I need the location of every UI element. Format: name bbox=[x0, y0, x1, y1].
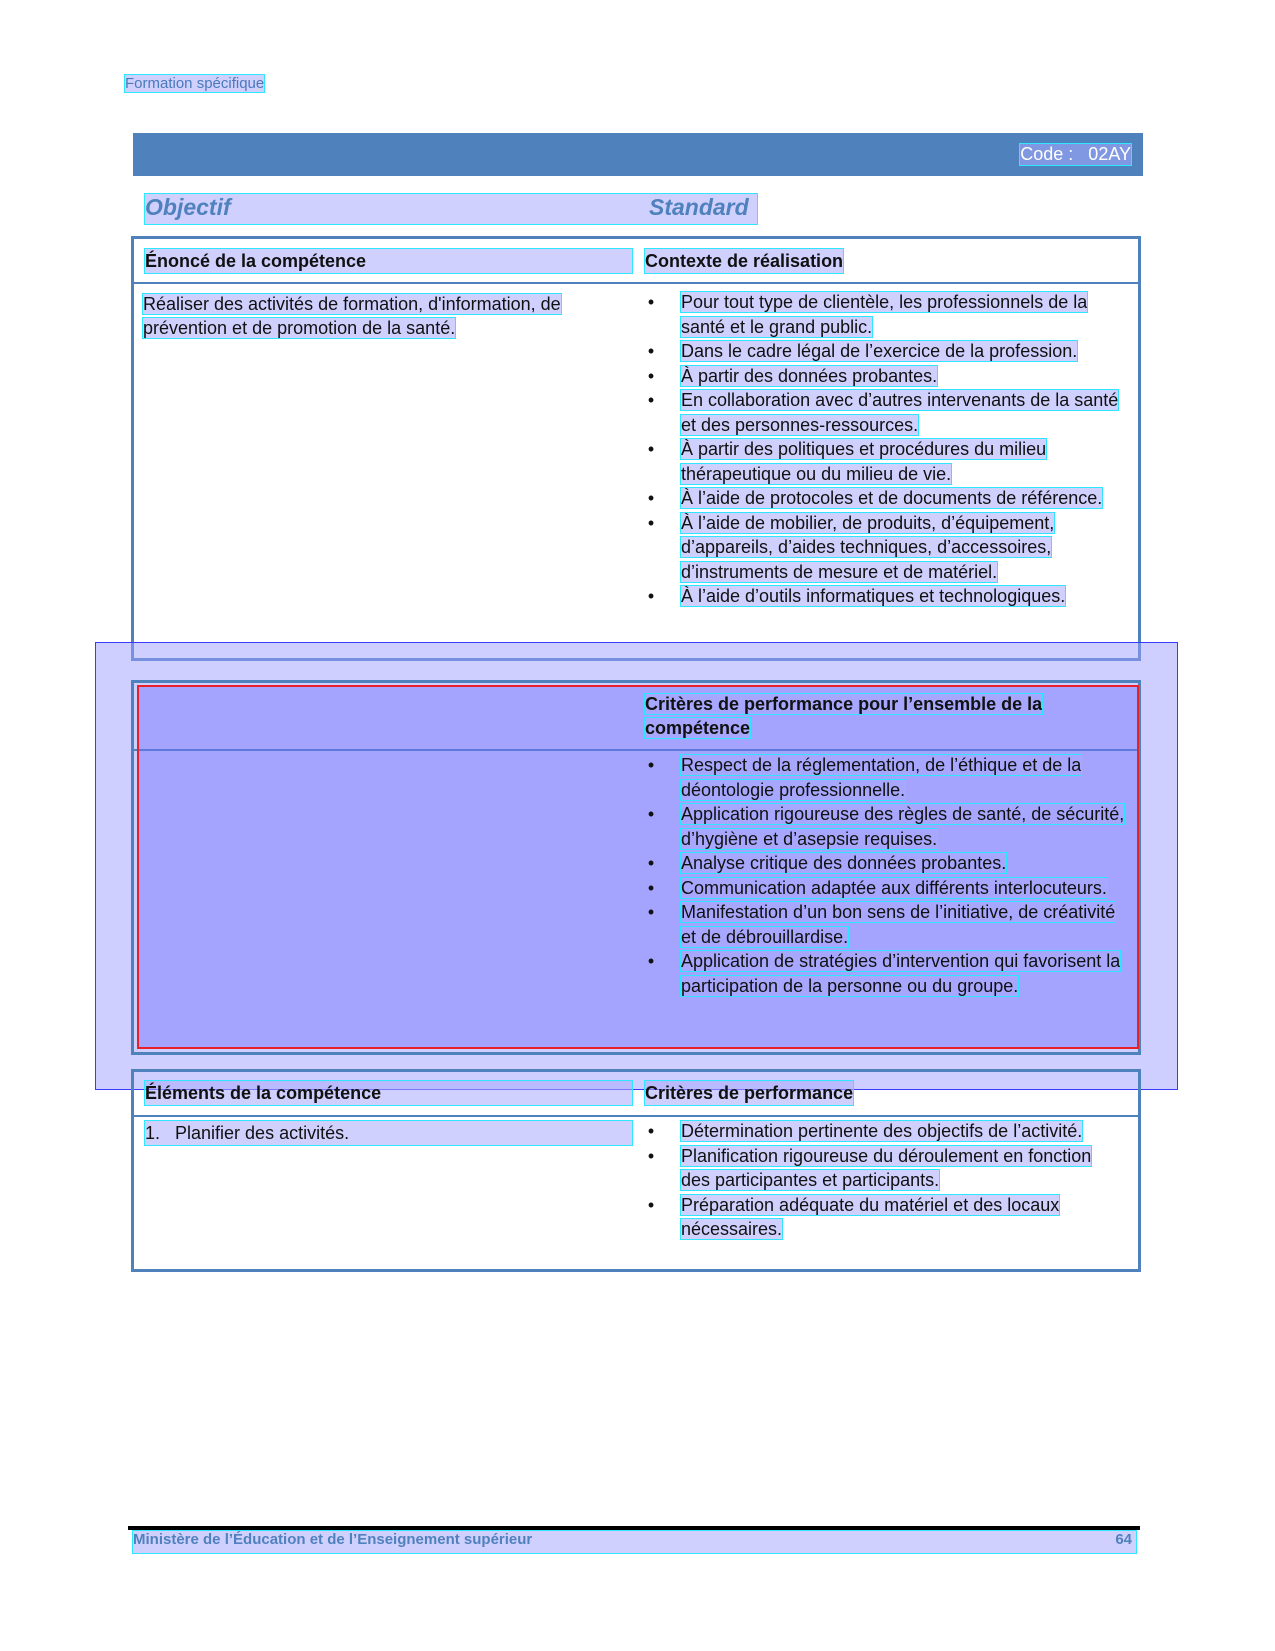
overall-criteria-header-text: Critères de performance pour l’ensemble de la compétence bbox=[645, 694, 1043, 738]
list-item-text: Communication adaptée aux différents interlocuteurs. bbox=[681, 877, 1107, 898]
competency-element: 1. Planifier des activités. bbox=[145, 1121, 632, 1145]
list-item bbox=[645, 339, 1130, 364]
list-item bbox=[645, 437, 1130, 486]
context-header: Contexte de réalisation bbox=[645, 251, 844, 271]
bullet-icon: • bbox=[647, 951, 655, 971]
bullet-icon: • bbox=[647, 586, 655, 606]
list-item bbox=[645, 753, 1127, 802]
standard-label: Standard bbox=[649, 194, 749, 220]
bullet-icon: • bbox=[647, 804, 655, 824]
ministry-name: Ministère de l’Éducation et de l’Enseignement supérieur bbox=[133, 1531, 533, 1548]
document-header: Formation spécifique bbox=[125, 75, 265, 92]
list-item bbox=[645, 876, 1127, 901]
list-item bbox=[645, 1193, 1115, 1242]
footer-rule bbox=[128, 1526, 1140, 1530]
bullet-icon: • bbox=[647, 755, 655, 775]
list-item bbox=[645, 511, 1130, 585]
list-item-text: Détermination pertinente des objectifs de l’activité. bbox=[681, 1121, 1083, 1141]
list-item-text: Manifestation d’un bon sens de l’initiative, de créativité et de débrouillardise. bbox=[681, 902, 1116, 947]
bullet-icon: • bbox=[647, 877, 655, 898]
competency-statement bbox=[143, 292, 633, 340]
bullet-icon: • bbox=[647, 853, 655, 873]
bullet-icon: • bbox=[647, 1194, 655, 1215]
objective-label: Objectif bbox=[145, 194, 231, 220]
list-item bbox=[645, 1119, 1115, 1144]
list-item-text: En collaboration avec d’autres intervenants de la santé et des personnes-ressources. bbox=[681, 390, 1119, 435]
list-item bbox=[645, 388, 1130, 437]
bullet-icon: • bbox=[647, 341, 655, 361]
list-item-text: À l’aide d’outils informatiques et technologiques. bbox=[681, 586, 1066, 606]
list-item-text: Analyse critique des données probantes. bbox=[681, 853, 1007, 873]
list-item-text: À l’aide de mobilier, de produits, d’équipement, d’appareils, d’aides techniques, d’accessoires, d’instruments de mesure et de matériel. bbox=[681, 512, 1055, 582]
objective-standard-row bbox=[145, 194, 757, 224]
code-bar bbox=[133, 133, 1143, 176]
list-item bbox=[645, 802, 1127, 851]
list-item-text: Application de stratégies d’intervention qui favorisent la participation de la personne ou du groupe. bbox=[681, 951, 1121, 996]
competency-code: Code : 02AY bbox=[1020, 144, 1131, 164]
performance-criteria-header: Critères de performance bbox=[645, 1083, 854, 1103]
bullet-icon: • bbox=[647, 292, 655, 312]
page-number: 64 bbox=[1115, 1531, 1132, 1548]
page-footer bbox=[133, 1531, 1136, 1553]
bullet-icon: • bbox=[647, 439, 655, 459]
list-item-text: Dans le cadre légal de l’exercice de la profession. bbox=[681, 341, 1078, 361]
overall-criteria-list bbox=[645, 753, 1127, 998]
list-item bbox=[645, 486, 1130, 511]
performance-criteria-list bbox=[645, 1119, 1115, 1242]
list-item bbox=[645, 1144, 1115, 1193]
bullet-icon: • bbox=[647, 488, 655, 508]
list-item bbox=[645, 900, 1127, 949]
list-item-text: Planification rigoureuse du déroulement en fonction des participantes et participants. bbox=[681, 1145, 1092, 1190]
list-item bbox=[645, 290, 1130, 339]
table-divider bbox=[134, 282, 1138, 284]
table-divider bbox=[134, 1115, 1138, 1117]
statement-header: Énoncé de la compétence bbox=[145, 249, 632, 273]
list-item-text: Pour tout type de clientèle, les professionnels de la santé et le grand public. bbox=[681, 292, 1088, 337]
bullet-icon: • bbox=[647, 902, 655, 922]
list-item bbox=[645, 584, 1130, 609]
bullet-icon: • bbox=[647, 1121, 655, 1141]
list-item-text: À l’aide de protocoles et de documents de référence. bbox=[681, 488, 1103, 508]
context-list bbox=[645, 290, 1130, 609]
list-item bbox=[645, 851, 1127, 876]
overall-criteria-header bbox=[645, 692, 1120, 740]
list-item-text: Application rigoureuse des règles de santé, de sécurité, d’hygiène et d’asepsie requises. bbox=[681, 804, 1125, 849]
bullet-icon: • bbox=[647, 365, 655, 386]
bullet-icon: • bbox=[647, 1145, 655, 1166]
bullet-icon: • bbox=[647, 512, 655, 533]
list-item bbox=[645, 364, 1130, 389]
elements-header: Éléments de la compétence bbox=[145, 1081, 632, 1105]
list-item-text: Préparation adéquate du matériel et des locaux nécessaires. bbox=[681, 1194, 1060, 1239]
competency-statement-text: Réaliser des activités de formation, d'information, de prévention et de promotion de la santé. bbox=[143, 294, 561, 338]
list-item-text: À partir des politiques et procédures du milieu thérapeutique ou du milieu de vie. bbox=[681, 439, 1047, 484]
list-item-text: À partir des données probantes. bbox=[681, 365, 938, 386]
list-item bbox=[645, 949, 1127, 998]
bullet-icon: • bbox=[647, 390, 655, 410]
list-item-text: Respect de la réglementation, de l’éthique et de la déontologie professionnelle. bbox=[681, 755, 1082, 800]
